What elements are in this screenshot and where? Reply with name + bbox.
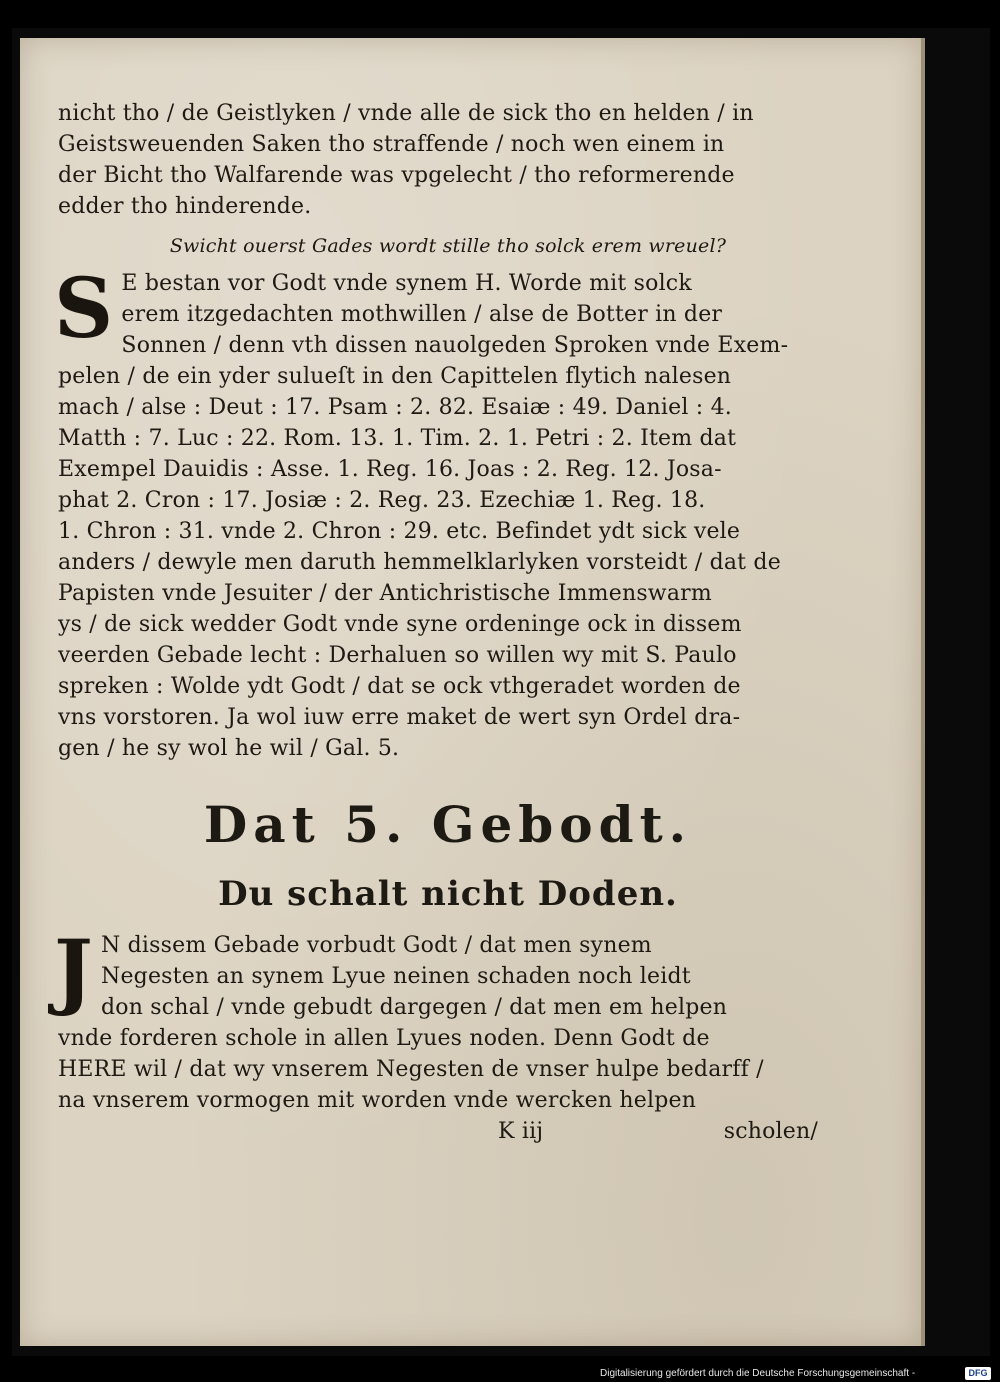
text-line: E bestan vor Godt vnde synem H. Worde mit solck [121, 271, 692, 296]
text-line: pelen / de ein yder sulueſt in den Capittelen flytich nalesen [58, 364, 732, 389]
text-line: erem itzgedachten mothwillen / alse de Botter in der [121, 302, 723, 327]
text-line: gen / he sy wol he wil / Gal. 5. [58, 736, 400, 761]
page-footer [58, 1116, 838, 1147]
text-line: nicht tho / de Geistlyken / vnde alle de sick tho en helden / in [58, 101, 754, 126]
text-line: N dissem Gebade vorbudt Godt / dat men synem [101, 933, 652, 958]
marginal-subheading: Swicht ouerst Gades wordt stille tho solck erem wreuel? [169, 235, 727, 257]
text-line: Geistsweuenden Saken tho straffende / noch wen einem in [58, 132, 725, 157]
text-line: edder tho hinderende. [58, 194, 312, 219]
text-line: vns vorstoren. Ja wol iuw erre maket de wert syn Ordel dra- [58, 705, 741, 730]
text-line: anders / dewyle men daruth hemmelklarlyken vorsteidt / dat de [58, 550, 781, 575]
signature-mark: K iij [498, 1119, 544, 1144]
text-line: HERE wil / dat wy vnserem Negesten de vnser hulpe bedarff / [58, 1057, 764, 1082]
text-line: Negesten an synem Lyue neinen schaden noch leidt [101, 964, 691, 989]
text-line: vnde forderen schole in allen Lyues noden. Denn Godt de [58, 1026, 710, 1051]
text-line: spreken : Wolde ydt Godt / dat se ock vthgeradet worden de [58, 674, 741, 699]
text-line: na vnserem vormogen mit worden vnde wercken helpen [58, 1088, 697, 1113]
drop-capital: S [54, 261, 114, 357]
paragraph-3 [54, 923, 838, 1116]
catchword: scholen/ [723, 1119, 818, 1144]
paragraph-1 [58, 98, 838, 222]
dfg-logo: DFG [965, 1367, 991, 1380]
page-edge [921, 38, 925, 1346]
text-line: veerden Gebade lecht : Derhaluen so willen wy mit S. Paulo [58, 643, 737, 668]
text-line: der Bicht tho Walfarende was vpgelecht / tho reformerende [58, 163, 735, 188]
commandment-subheading: Du schalt nicht Doden. [218, 874, 678, 914]
digitization-credit: Digitalisierung gefördert durch die Deutsche Forschungsgemeinschaft - [600, 1368, 916, 1379]
text-line: ys / de sick wedder Godt vnde syne ordeninge ock in dissem [58, 612, 742, 637]
commandment-heading: Dat 5. Gebodt. [203, 795, 693, 854]
book-page [20, 38, 921, 1346]
drop-capital: J [54, 923, 93, 1019]
text-line: Matth : 7. Luc : 22. Rom. 13. 1. Tim. 2. 1. Petri : 2. Item dat [58, 426, 737, 451]
text-line: Papisten vnde Jesuiter / der Antichristische Immenswarm [58, 581, 712, 606]
text-line: Exempel Dauidis : Asse. 1. Reg. 16. Joas : 2. Reg. 12. Josa- [58, 457, 722, 482]
paragraph-2 [54, 261, 838, 764]
text-line: don schal / vnde gebudt dargegen / dat men em helpen [101, 995, 728, 1020]
text-line: mach / alse : Deut : 17. Psam : 2. 82. Esaiæ : 49. Daniel : 4. [58, 395, 732, 420]
text-line: Sonnen / denn vth dissen nauolgeden Sproken vnde Exem- [121, 333, 789, 358]
text-line: phat 2. Cron : 17. Josiæ : 2. Reg. 23. Ezechiæ 1. Reg. 18. [58, 488, 706, 513]
text-line: 1. Chron : 31. vnde 2. Chron : 29. etc. Befindet ydt sick vele [58, 519, 741, 544]
page-text [54, 98, 838, 1147]
